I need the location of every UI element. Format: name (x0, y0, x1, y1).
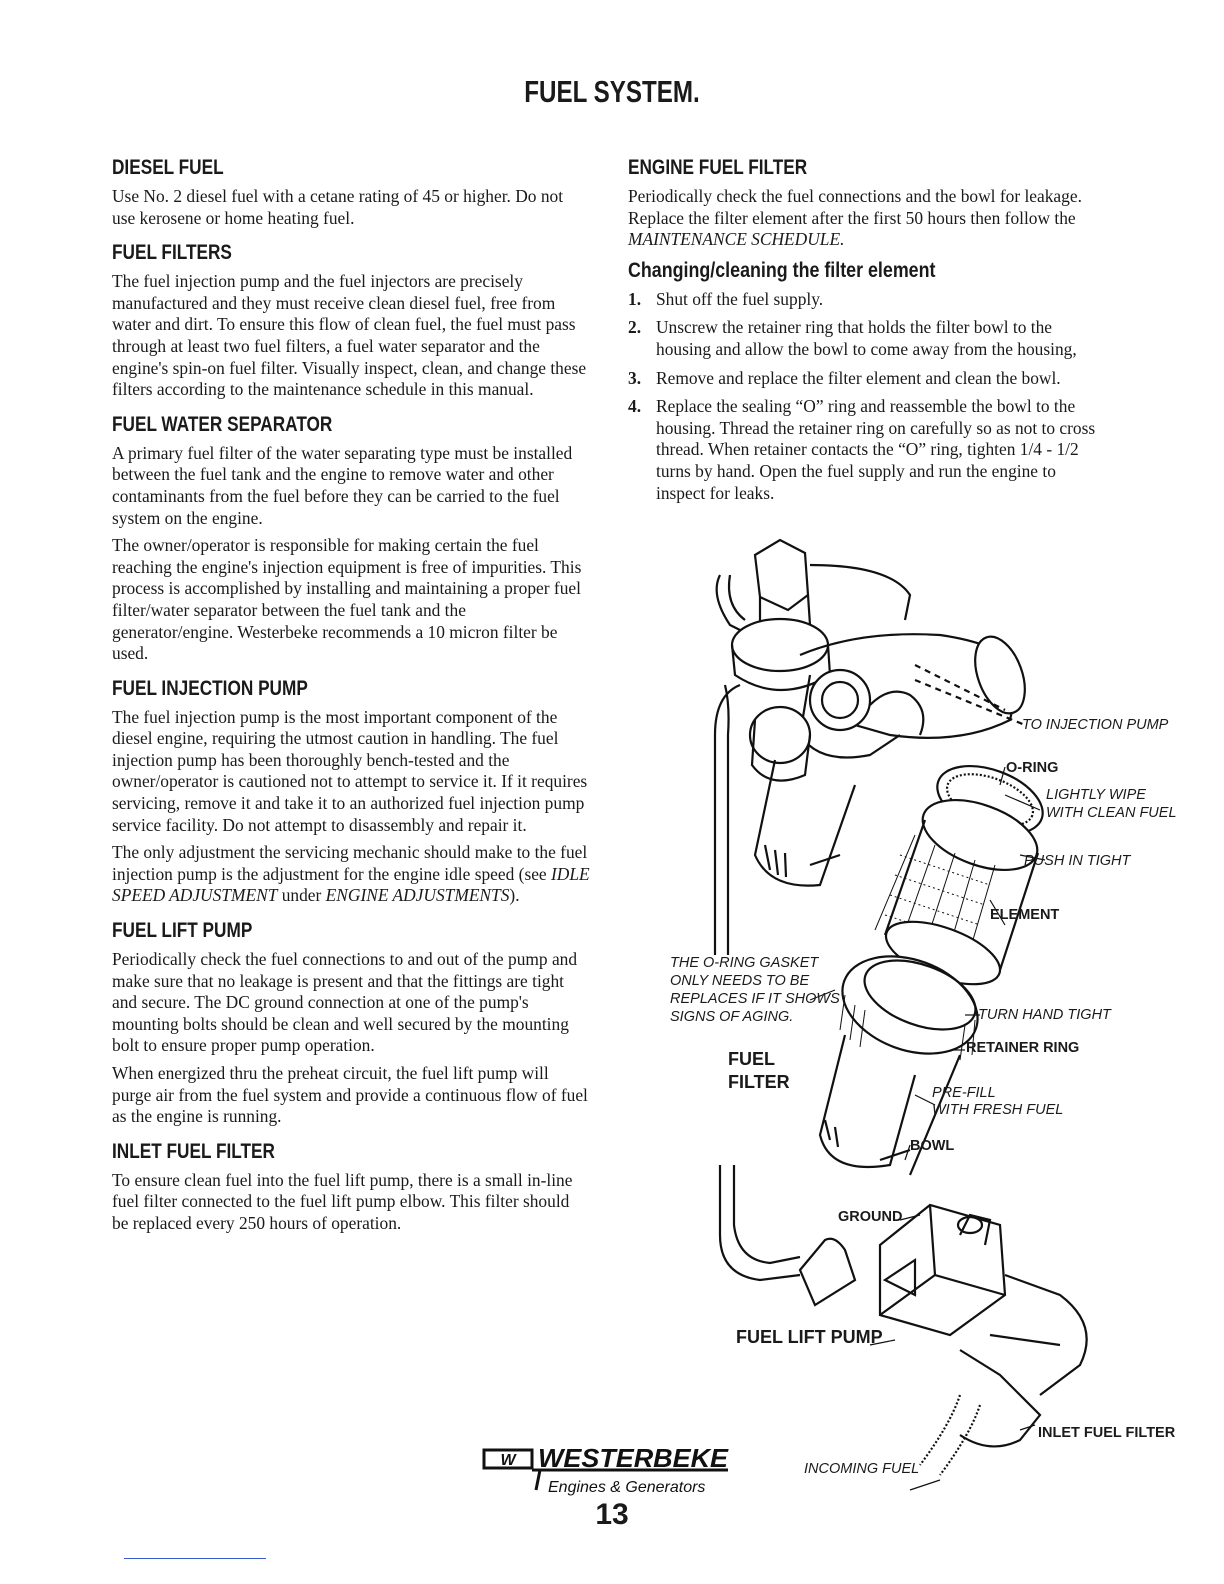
fuel-line (715, 685, 740, 955)
label-inlet-fuel-filter: INLET FUEL FILTER (1038, 1425, 1176, 1441)
cross-reference: MAINTENANCE SCHEDULE. (628, 229, 845, 250)
steps-list (628, 289, 1108, 504)
section-fuel-filters (112, 241, 590, 401)
label-gasket-note: SIGNS OF AGING. (670, 1009, 794, 1025)
logo-brand: WESTERBEKE (538, 1444, 729, 1473)
section-fuel-water-separator (112, 413, 590, 665)
section-fuel-injection-pump (112, 677, 590, 907)
paragraph (112, 842, 590, 907)
logo-mark (480, 1444, 750, 1504)
label-gasket-note: REPLACES IF IT SHOWS (670, 991, 840, 1007)
paragraph: When energized thru the preheat circuit, the fuel lift pump will purge air from the fuel system and provide a continuous flow of fuel as the engine is running. (112, 1063, 588, 1127)
heading-fuel-filters: FUEL FILTERS (112, 241, 232, 265)
text-run: The only adjustment the servicing mechanic should make to the fuel injection pump is the adjustment for the engine idle speed (see (112, 842, 588, 884)
list-item (628, 317, 1108, 360)
text-run: under (277, 885, 326, 906)
step-text: Remove and replace the filter element and clean the bowl. (656, 367, 1061, 388)
paragraph: The fuel injection pump is the most important component of the diesel engine, requiring the utmost caution in handling. The fuel injection pump has been thoroughly bench-tested and the owner/operator is cautioned not to attempt to service it. If it requires servicing, remove it and take it to an authorized fuel injection pump service facility. Do not attempt to disassembly and repair it. (112, 706, 588, 835)
step-text: Unscrew the retainer ring that holds the filter bowl to the housing and allow the bowl to come away from the housing, (656, 317, 1077, 359)
paragraph: The fuel injection pump and the fuel injectors are precisely manufactured and they must receive clean diesel fuel, free from water and dirt. To ensure this flow of clean fuel, the fuel must pass through at least two fuel filters, a fuel water separator and the engine's spin-on fuel filter. Visually inspect, clean, and change these filters according to the maintenance schedule in this manual. (112, 271, 587, 400)
label-ground: GROUND (838, 1209, 903, 1225)
step-text: Replace the sealing “O” ring and reassemble the bowl to the housing. Thread the retainer ring on carefully so as not to cross thread. When retainer contacts the “O” ring, tighten 1/4 - 1/2 turns by hand. Open the fuel supply and run the engine to inspect for leaks. (656, 396, 1096, 503)
label-with-fresh-fuel: WITH FRESH FUEL (932, 1102, 1064, 1118)
label-filter: FILTER (728, 1072, 790, 1092)
label-gasket-note: THE O-RING GASKET (670, 955, 819, 971)
step-number: 4. (628, 396, 642, 417)
paragraph: To ensure clean fuel into the fuel lift pump, there is a small in-line fuel filter connected to the fuel lift pump elbow. This filter should be replaced every 250 hours of operation. (112, 1169, 573, 1233)
heading-engine-fuel-filter: ENGINE FUEL FILTER (628, 156, 808, 179)
label-element: ELEMENT (990, 907, 1060, 923)
label-push-in-tight: PUSH IN TIGHT (1024, 853, 1131, 869)
label-fuel-lift-pump: FUEL LIFT PUMP (736, 1327, 883, 1347)
page-number: 13 (595, 1498, 629, 1531)
cross-reference: ENGINE ADJUSTMENTS (325, 885, 510, 906)
section-fuel-lift-pump (112, 919, 590, 1128)
paragraph: The owner/operator is responsible for making certain the fuel reaching the engine's injection equipment is free of impurities. This process is accomplished by installing and maintaining a proper fuel filter/water separator between the fuel tank and the generator/engine. Westerbeke recommends a 10 micron filter be used. (112, 535, 582, 664)
leader-lines (810, 767, 1045, 1490)
label-lightly-wipe: LIGHTLY WIPE (1046, 787, 1146, 803)
filter-housing-head (717, 540, 1035, 781)
paragraph: A primary fuel filter of the water separating type must be installed between the fuel tank and the engine to remove water and other contaminants from the fuel before they can be carried to the fuel system on the engine. (112, 442, 573, 528)
step-number: 3. (628, 367, 642, 388)
text-run: Periodically check the fuel connections and the bowl for leakage. Replace the filter element after the first 50 hours then follow the (628, 186, 1082, 228)
list-item (628, 289, 1108, 311)
step-text: Shut off the fuel supply. (656, 288, 824, 309)
list-item (628, 396, 1108, 504)
heading-fuel-injection-pump: FUEL INJECTION PUMP (112, 676, 308, 700)
label-to-injection-pump: TO INJECTION PUMP (1022, 717, 1169, 733)
westerbeke-logo (480, 1444, 750, 1504)
label-turn-hand-tight: TURN HAND TIGHT (978, 1007, 1111, 1023)
label-incoming-fuel: INCOMING FUEL (804, 1461, 920, 1477)
right-column (628, 156, 1108, 516)
label-bowl: BOWL (910, 1138, 955, 1154)
fuel-filter-diagram (660, 535, 1180, 1495)
spin-on-filter (755, 760, 855, 886)
label-o-ring: O-RING (1006, 760, 1059, 776)
list-item (628, 368, 1108, 390)
step-number: 1. (628, 288, 642, 309)
label-fuel: FUEL (728, 1049, 775, 1069)
logo-tagline: Engines & Generators (548, 1479, 706, 1496)
step-number: 2. (628, 317, 642, 338)
logo-w-mark: W (500, 1452, 516, 1469)
section-engine-fuel-filter (628, 156, 1108, 504)
heading-fuel-water-separator: FUEL WATER SEPARATOR (112, 412, 333, 436)
paragraph: Use No. 2 diesel fuel with a cetane rating of 45 or higher. Do not use kerosene or home heating fuel. (112, 186, 564, 228)
paragraph (628, 186, 1108, 251)
left-column (112, 156, 590, 1247)
heading-fuel-lift-pump: FUEL LIFT PUMP (112, 919, 253, 943)
label-retainer-ring: RETAINER RING (966, 1040, 1080, 1056)
cross-reference: IDLE SPEED ADJUSTMENT (112, 863, 590, 906)
text-run: ). (509, 885, 520, 906)
subheading-changing-filter: Changing/cleaning the filter element (628, 258, 936, 282)
footer-rule (124, 1558, 266, 1559)
fuel-line (720, 1165, 800, 1280)
heading-inlet-fuel-filter: INLET FUEL FILTER (112, 1139, 275, 1163)
heading-diesel-fuel: DIESEL FUEL (112, 156, 224, 179)
label-with-clean-fuel: WITH CLEAN FUEL (1046, 805, 1177, 821)
section-inlet-fuel-filter (112, 1140, 590, 1235)
label-pre-fill: PRE-FILL (932, 1085, 996, 1101)
page-title: FUEL SYSTEM. (524, 74, 700, 109)
label-gasket-note: ONLY NEEDS TO BE (670, 973, 810, 989)
section-diesel-fuel (112, 156, 590, 229)
paragraph: Periodically check the fuel connections to and out of the pump and make sure that no leakage is present and that the fittings are tight and secure. The DC ground connection at one of the pump's mounting bolts should be clean and well secured by the mounting bolt to ensure proper pump operation. (112, 949, 578, 1056)
